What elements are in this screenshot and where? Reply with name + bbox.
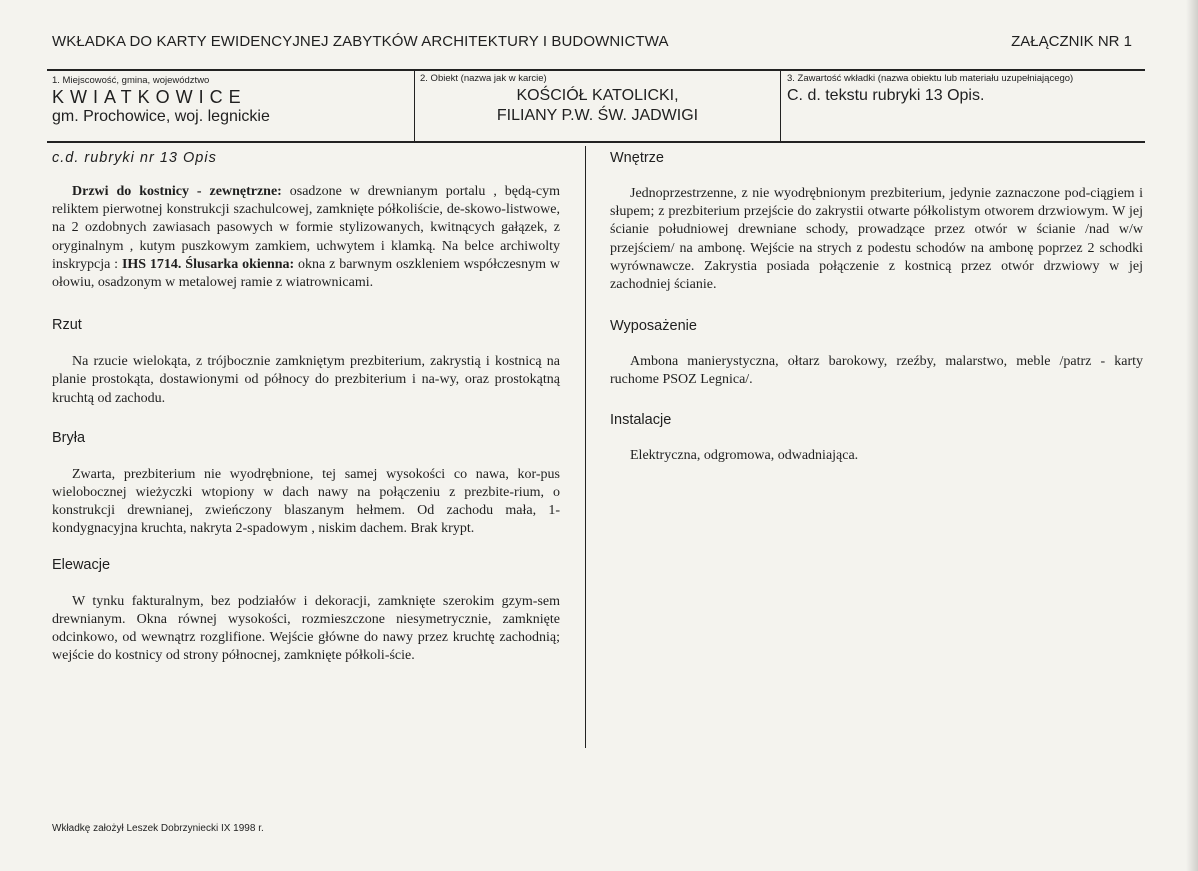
windows-text: okna z barwnym oszkleniem współczesnym w ołowiu, osadzonym w metalowej ramie z wiatrownicami. <box>52 256 560 291</box>
wnetrze-heading: Wnętrze <box>610 150 664 166</box>
wyposazenie-paragraph: Ambona manierystyczna, ołtarz barokowy, rzeźby, malarstwo, meble /patrz - karty ruchome PSOZ Legnica/. <box>610 354 1143 388</box>
place-subtitle: gm. Prochowice, woj. legnickie <box>52 108 270 125</box>
bryla-paragraph: Zwarta, prezbiterium nie wyodrębnione, tej samej wysokości co nawa, kor-pus wielobocznej wieżyczki wtopiony w dach nawy na połączeniu z prezbite-rium, o konstrukcji drewnianej, zwieńczony blaszanym hełmem. Od zachodu mała, 1-kondygnacyjna kruchta, nakryta 2-spadowym , niskim dachem. Brak krypt. <box>52 466 560 537</box>
wnetrze-paragraph: Jednoprzestrzenne, z nie wyodrębnionym prezbiterium, jedynie zaznaczone pod-ciągiem i słupem; z prezbiterium przejście do zakrystii otwarte półkolistym otworem drzwiowym. W jej ścianie południowej drewniane schody, prowadzące przez otwór w ścianie /nad w/w przejściem/ na ambonę. Wejście na strych z podestu schodów na ambonę poprzez 2 schodki wyrównawcze. Zakrystia posiada połączenie z kostnicą przez otwór drzwiowy w jej zachodniej ścianie. <box>610 186 1143 293</box>
header-divider-2 <box>780 70 781 142</box>
doors-windows-paragraph <box>52 183 560 292</box>
object-label: 2. Obiekt (nazwa jak w karcie) <box>420 73 547 84</box>
header-divider-1 <box>414 70 415 142</box>
doors-text: osadzone w drewnianym portalu , będą-cym reliktem pierwotnej konstrukcji szachulcowej, zamknięte półkoliście, de-skowo-listwowe, na 2 ozdobnych zawiasach pasowych w formie stylizowanych, kwitnących gałązek, z oryginalnym , kutym puszkowym zamkiem, uchwytem i klamką. Na belce archiwolty inskrypcja : <box>52 184 561 272</box>
continuation-heading: c.d. rubryki nr 13 Opis <box>52 150 217 166</box>
header-top-rule <box>47 69 1145 71</box>
column-divider <box>585 146 586 748</box>
elewacje-paragraph: W tynku fakturalnym, bez podziałów i dekoracji, zamknięte szerokim gzym-sem drewnianym. Okna równej wysokości, rozmieszczone niesymetrycznie, zamknięte odcinkowo, od wewnątrz rozglifione. Wejście główne do nawy przez kruchtę zachodnią; wejście do kostnicy od strony północnej, zamknięte półkoli-ście. <box>52 593 560 664</box>
footer-author: Wkładkę założył Leszek Dobrzyniecki IX 1998 r. <box>52 823 264 834</box>
document-title: WKŁADKA DO KARTY EWIDENCYJNEJ ZABYTKÓW ARCHITEKTURY I BUDOWNICTWA <box>52 33 669 50</box>
elewacje-heading: Elewacje <box>52 556 111 573</box>
doors-label: Drzwi do kostnicy - zewnętrzne: <box>72 184 282 199</box>
object-name-line2: FILIANY P.W. ŚW. JADWIGI <box>496 107 699 124</box>
header-bottom-rule <box>47 141 1145 143</box>
left-column <box>52 150 560 665</box>
inscription-label: IHS 1714. Ślusarka okienna: <box>121 256 295 272</box>
scan-edge-shadow <box>1186 0 1198 871</box>
object-name-line1: KOŚCIÓŁ KATOLICKI, <box>516 87 679 104</box>
instalacje-paragraph: Elektryczna, odgromowa, odwadniająca. <box>630 447 859 463</box>
rzut-heading: Rzut <box>52 317 82 334</box>
wyposazenie-heading: Wyposażenie <box>610 318 697 335</box>
right-column <box>610 150 1143 465</box>
annex-number: ZAŁĄCZNIK NR 1 <box>1011 33 1132 50</box>
place-name: KWIATKOWICE <box>52 87 247 107</box>
object-name <box>420 86 775 126</box>
place-label: 1. Miejscowość, gmina, województwo <box>52 75 210 86</box>
instalacje-heading: Instalacje <box>610 411 672 428</box>
rzut-paragraph: Na rzucie wielokąta, z trójbocznie zamkniętym prezbiterium, zakrystią i kostnicą na planie prostokąta, dostawionymi od północy do prezbiterium i na-wy, oraz prostokątną kruchtą od zachodu. <box>52 354 560 406</box>
contents-value: C. d. tekstu rubryki 13 Opis. <box>787 87 985 104</box>
contents-label: 3. Zawartość wkładki (nazwa obiektu lub materiału uzupełniającego) <box>787 73 1074 84</box>
bryla-heading: Bryła <box>52 429 86 446</box>
